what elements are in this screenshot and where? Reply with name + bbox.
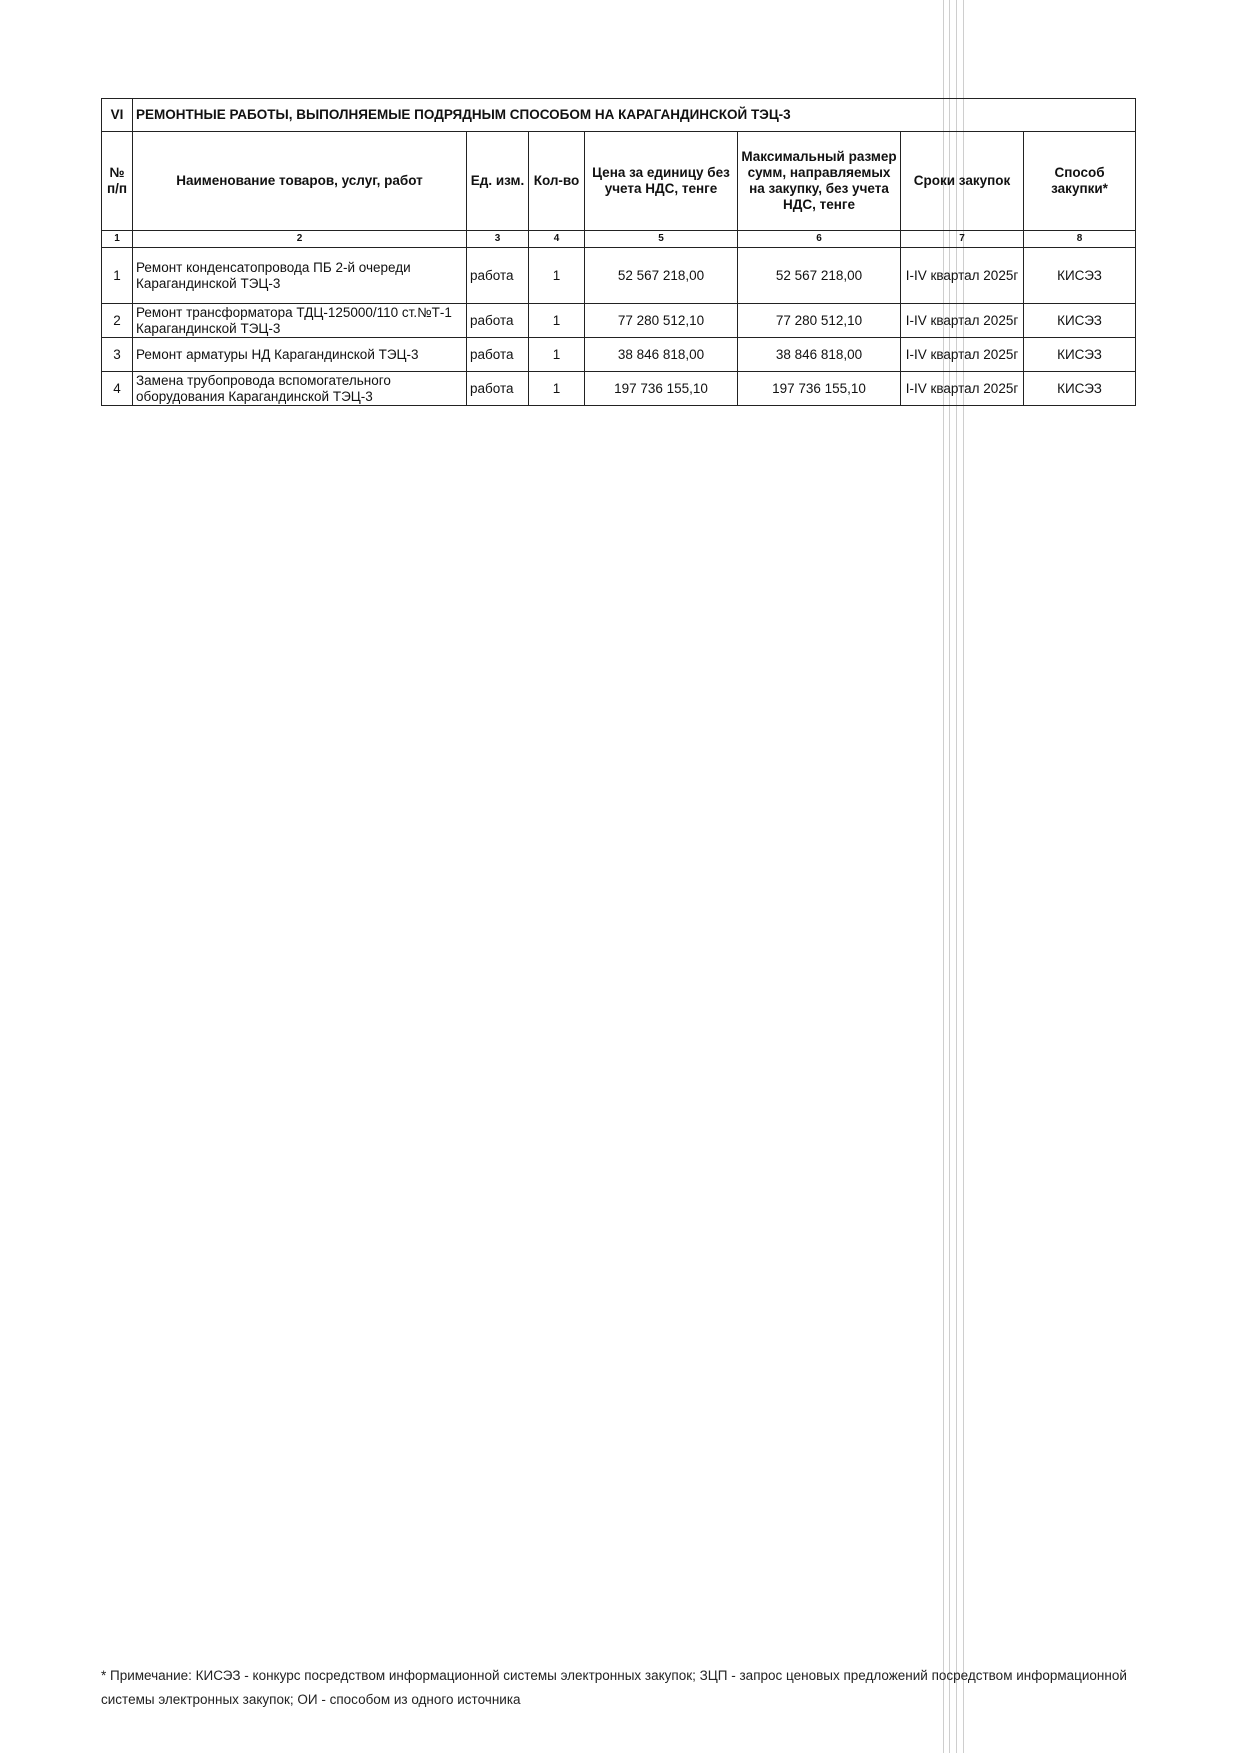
unit: работа bbox=[467, 304, 529, 338]
item-name: Замена трубопровода вспомогательного оборудования Карагандинской ТЭЦ-3 bbox=[133, 372, 467, 406]
item-name: Ремонт трансформатора ТДЦ-125000/110 ст.№Т-1 Карагандинской ТЭЦ-3 bbox=[133, 304, 467, 338]
table-row bbox=[102, 248, 1136, 304]
table-row bbox=[102, 372, 1136, 406]
procurement-table bbox=[101, 98, 1136, 406]
column-number: 2 bbox=[133, 231, 467, 248]
header-cell: Кол-во bbox=[529, 132, 585, 231]
procurement-method: КИСЭЗ bbox=[1024, 304, 1136, 338]
header-cell: № п/п bbox=[102, 132, 133, 231]
row-number: 1 bbox=[102, 248, 133, 304]
procurement-period: I-IV квартал 2025г bbox=[901, 338, 1024, 372]
procurement-method: КИСЭЗ bbox=[1024, 338, 1136, 372]
footnote: * Примечание: КИСЭЗ - конкурс посредством информационной системы электронных закупок; ЗЦП - запрос ценовых предложений посредством информационной системы электронных закупок; ОИ - способом из одного источника bbox=[101, 1668, 1127, 1707]
quantity: 1 bbox=[529, 338, 585, 372]
header-cell: Максимальный размер сумм, направляемых на закупку, без учета НДС, тенге bbox=[738, 132, 901, 231]
header-cell: Сроки закупок bbox=[901, 132, 1024, 231]
column-number: 5 bbox=[585, 231, 738, 248]
row-number: 4 bbox=[102, 372, 133, 406]
unit-price: 77 280 512,10 bbox=[585, 304, 738, 338]
procurement-method: КИСЭЗ bbox=[1024, 248, 1136, 304]
quantity: 1 bbox=[529, 372, 585, 406]
header-row bbox=[102, 132, 1136, 231]
item-name: Ремонт конденсатопровода ПБ 2-й очереди Карагандинской ТЭЦ-3 bbox=[133, 248, 467, 304]
quantity: 1 bbox=[529, 248, 585, 304]
unit: работа bbox=[467, 338, 529, 372]
column-number: 3 bbox=[467, 231, 529, 248]
section-row bbox=[102, 99, 1136, 132]
max-amount: 197 736 155,10 bbox=[738, 372, 901, 406]
procurement-period: I-IV квартал 2025г bbox=[901, 248, 1024, 304]
table-row bbox=[102, 304, 1136, 338]
column-number: 4 bbox=[529, 231, 585, 248]
header-cell: Наименование товаров, услуг, работ bbox=[133, 132, 467, 231]
column-number-row bbox=[102, 231, 1136, 248]
procurement-period: I-IV квартал 2025г bbox=[901, 372, 1024, 406]
unit-price: 52 567 218,00 bbox=[585, 248, 738, 304]
row-number: 2 bbox=[102, 304, 133, 338]
column-number: 7 bbox=[901, 231, 1024, 248]
unit-price: 38 846 818,00 bbox=[585, 338, 738, 372]
column-number: 6 bbox=[738, 231, 901, 248]
max-amount: 77 280 512,10 bbox=[738, 304, 901, 338]
max-amount: 38 846 818,00 bbox=[738, 338, 901, 372]
max-amount: 52 567 218,00 bbox=[738, 248, 901, 304]
table-row bbox=[102, 338, 1136, 372]
column-number: 1 bbox=[102, 231, 133, 248]
unit: работа bbox=[467, 372, 529, 406]
header-cell: Цена за единицу без учета НДС, тенге bbox=[585, 132, 738, 231]
header-cell: Способ закупки* bbox=[1024, 132, 1136, 231]
header-cell: Ед. изм. bbox=[467, 132, 529, 231]
column-number: 8 bbox=[1024, 231, 1136, 248]
procurement-period: I-IV квартал 2025г bbox=[901, 304, 1024, 338]
item-name: Ремонт арматуры НД Карагандинской ТЭЦ-3 bbox=[133, 338, 467, 372]
section-number: VI bbox=[102, 99, 133, 132]
row-number: 3 bbox=[102, 338, 133, 372]
unit: работа bbox=[467, 248, 529, 304]
section-title: РЕМОНТНЫЕ РАБОТЫ, ВЫПОЛНЯЕМЫЕ ПОДРЯДНЫМ СПОСОБОМ НА КАРАГАНДИНСКОЙ ТЭЦ-3 bbox=[133, 99, 1136, 132]
quantity: 1 bbox=[529, 304, 585, 338]
unit-price: 197 736 155,10 bbox=[585, 372, 738, 406]
procurement-method: КИСЭЗ bbox=[1024, 372, 1136, 406]
